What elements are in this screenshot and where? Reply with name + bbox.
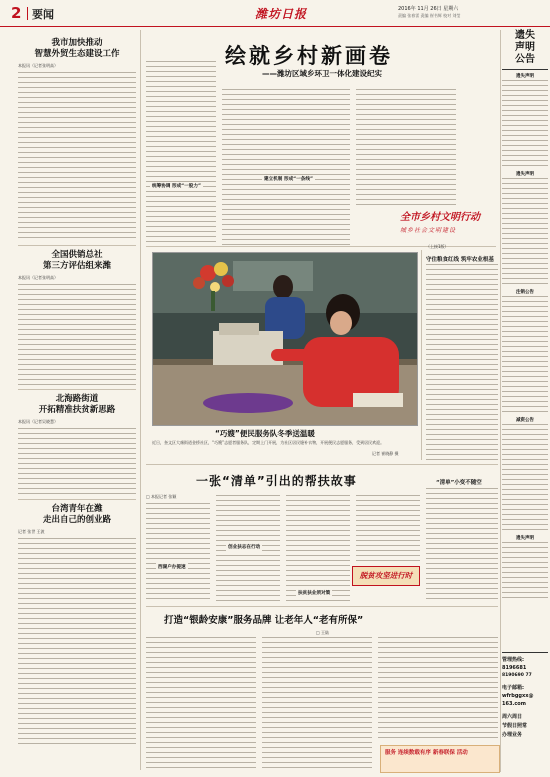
hours-label: 周六周日 (502, 714, 523, 720)
story3-headline: 北海路街道 开拓精准扶贫新思路 (38, 394, 116, 415)
feature2-body-c (378, 636, 498, 740)
photo-section-rule (146, 464, 498, 465)
feature1-right-headline: “清单”小变不随空 (436, 480, 482, 486)
notice-title-1: 遗失 (515, 30, 535, 41)
bottom-ad (380, 745, 500, 773)
story3-byline: 本报讯（记者吴晓慧） (18, 419, 58, 424)
feature1-byline: □ 本报记者 张颖 (146, 494, 177, 499)
feature1-body-a (146, 502, 210, 602)
notice-item-heading: 减资公告 (516, 418, 534, 423)
civic-banner-sub: 城乡社会文明建设 (400, 227, 457, 234)
email-label: 电子邮箱: (502, 685, 524, 691)
issue-date: 2016年 11月 26日 星期六 (398, 6, 459, 12)
hours-text: 节假日照常 (502, 723, 528, 729)
notice-item-heading: 注销公告 (516, 290, 534, 295)
hours-text-2: 办理业务 (502, 732, 523, 738)
hotline-number-2: 8190690 77 (502, 673, 532, 678)
civic-banner (400, 208, 500, 240)
notice-body (502, 295, 548, 415)
story2-headline: 全国供销总社 第三方评估组来潍 (42, 250, 111, 271)
story1-body (18, 71, 136, 241)
feature2-body-b (262, 636, 372, 772)
sidebar-rule (500, 30, 501, 772)
email-domain: 163.com (502, 701, 526, 707)
feature1-right-body (426, 487, 498, 599)
story3-body (18, 427, 136, 495)
grain-headline: 守住粮食红线 筑牢农业根基 (426, 257, 494, 263)
page-number: 2 (11, 4, 22, 22)
column-rule (421, 250, 422, 460)
email-address: wfrbggxx@ (502, 693, 534, 699)
feature2-body-a (146, 636, 256, 772)
divider (18, 389, 136, 390)
notice-body (502, 541, 548, 601)
feature2-byline: □ 王陆 (316, 630, 330, 635)
feature1-subhead3: 创业扶志在行动 (228, 545, 261, 550)
feature1-body-d (356, 494, 420, 564)
notice-item-heading: 遗失声明 (516, 536, 534, 541)
bottom-ad-text: 服务 连续数载有序 新春联保 活动 (385, 750, 468, 756)
lead-subheadline: ——潍坊区域乡环卫一体化建设纪实 (262, 69, 382, 78)
feature1-headline: 一张“清单”引出的帮扶故事 (196, 474, 357, 488)
masthead (0, 0, 550, 27)
feature-rule (146, 606, 498, 607)
section-title: 要闻 (32, 8, 54, 21)
lead-body-mid (222, 88, 350, 245)
sidebar-contact (502, 652, 548, 738)
photo-credit: 记者 崔晓静 摄 (372, 451, 399, 456)
feature1-subhead2: 西湖户办提速 (158, 565, 186, 570)
column-rule (140, 30, 141, 770)
lead-body-right (356, 88, 456, 206)
notice-body (502, 423, 548, 533)
poverty-banner (352, 566, 420, 586)
story4-byline: 记者 张世 王波 (18, 529, 45, 534)
notice-sidebar (502, 30, 548, 775)
lead-body-left (146, 60, 216, 245)
grain-body (426, 263, 498, 461)
story1-byline: 本报讯（记者张明高） (18, 63, 58, 68)
paper-name: 潍坊日报 (255, 7, 308, 21)
notice-item-heading: 遗失声明 (516, 74, 534, 79)
continued-label: （上接1版） (426, 244, 449, 249)
civic-banner-title: 全市乡村文明行动 (400, 212, 480, 223)
story4-headline: 台湾青年在潍 走出自己的创业路 (42, 504, 111, 525)
feature1-subhead: 扶贫扶业须对策 (298, 591, 331, 596)
notice-title-3: 公告 (515, 54, 535, 65)
edition-line: 责编 张春雷 责编 崔书辉 校对 刘莹 (398, 13, 461, 18)
notice-title-rule (502, 69, 548, 70)
hotline-label: 管理热线: (502, 657, 524, 663)
lead-subhead1: 统筹协调 形成“一股力” (152, 184, 201, 189)
news-photo (152, 252, 418, 426)
photo-caption-text: 近日，奎文区大虞街道金桥社区，“巧嫂”志愿者服务队，定期上门开展，为社区居民缝补衣物，开展便民志愿服务，受到居民欢迎。 (152, 440, 385, 445)
hotline-number: 8196681 (502, 665, 527, 671)
notice-body (502, 79, 548, 169)
lead-subhead2: 建立机制 形成“一条线” (264, 177, 313, 182)
story4-body (18, 537, 136, 747)
page-number-divider (27, 7, 28, 20)
left-column (18, 30, 136, 775)
feature2-headline: 打造“银龄安康”服务品牌 让老年人“老有所保” (164, 615, 364, 626)
lead-headline: 绘就乡村新画卷 (225, 44, 393, 68)
story2-byline: 本报讯（记者张明高） (18, 275, 58, 280)
notice-title-2: 声明 (515, 42, 535, 53)
poverty-banner-text: 脱贫攻坚进行时 (359, 571, 413, 580)
notice-item-heading: 遗失声明 (516, 172, 534, 177)
photo-caption-title: “巧嫂”便民服务队冬季送温暖 (215, 429, 315, 438)
story2-body (18, 283, 136, 385)
photo-scene (153, 253, 417, 425)
feature1-body-c (286, 494, 350, 602)
notice-body (502, 177, 548, 287)
divider (18, 499, 136, 500)
divider (18, 245, 136, 246)
story1-headline: 我市加快推动 智慧外贸生态建设工作 (34, 38, 120, 59)
